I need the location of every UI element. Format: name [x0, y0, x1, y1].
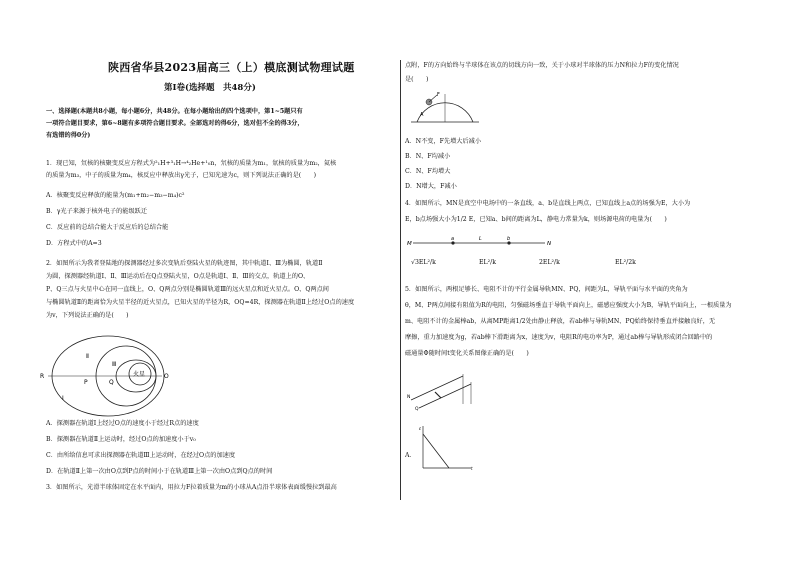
q3-line-1: 3．如图所示，光滑半球体固定在水平面内，用拉力F拉着质量为m的小球从A点沿半球体表面缓慢拉到最高 [46, 484, 337, 491]
q5-option-a: A． [405, 452, 416, 459]
q2-line-4: 与椭圆轨道Ⅱ的距离恰为火星半径的近火星点，已知火星的半径为R，OQ=4R，探测器在轨道Ⅱ上经过O点的速度 [46, 299, 355, 306]
q2-line-1: 2．如图所示为我者登陆地的探测器经过多次变轨后登陆火星的轨迹图，其中轨道Ⅰ、Ⅲ为椭圆，轨道Ⅱ [46, 260, 323, 267]
label-orbit-3: Ⅲ [112, 361, 117, 368]
label-n-rail: N [407, 395, 411, 400]
q5-graph-a [419, 424, 475, 470]
mn-line-diagram [407, 236, 557, 250]
q4-option-a [411, 258, 436, 267]
label-a-point: a [451, 236, 455, 242]
orbit-diagram [40, 328, 196, 418]
q3-cont-line-2: 是( ) [405, 76, 429, 83]
q2-option-d: D．在轨道Ⅱ上第一次由O点到P点的时间小于在轨道Ⅲ上第一次由O点到Q点的时间 [46, 468, 273, 475]
rail-1 [411, 376, 463, 400]
q2-option-b: B．探测器在轨道Ⅱ上运动时，经过O点的加速度小于v₀ [46, 436, 196, 443]
q1-option-d: D．方程式中的A=3 [46, 240, 102, 247]
hemisphere-diagram [411, 88, 481, 128]
q1-line-1: 1．现已知，氘核的核聚变反应方程式为²₁H+³₁H→⁴₂He+¹₀n，氘核的质量为m₁，氚核的质量为m₂，氦核 [46, 160, 337, 167]
graph-y-label: ε [419, 426, 422, 431]
label-q: Q [109, 379, 114, 386]
graph-line [423, 434, 449, 468]
q1-line-2: 的质量为m₃，中子的质量为m₄，核反应中释放出γ光子，已知光速为c，则下列说法正确的是( ) [46, 172, 316, 179]
page-title: 陕西省华县2023届高三（上）模底测试物理试题 [108, 61, 355, 74]
q5-line-5: 磁通量Φ随时间t变化关系图像正确的是( ) [405, 350, 529, 357]
q4-line-1: 4．如图所示，MN是真空中电场中的一条直线，a、b是直线上两点，已知直线上a点的场强为E，大小为 [405, 200, 691, 207]
section-title: 第Ⅰ卷(选择题 共48分) [164, 83, 256, 93]
label-p: P [84, 379, 88, 386]
q3-option-b: B．N、F均减小 [405, 153, 451, 160]
q3-option-d: D．N增大，F减小 [405, 183, 457, 190]
label-a: A [420, 112, 424, 118]
instructions-line-3: 有选错的得0分) [46, 132, 91, 139]
q2-line-2: 为圆，探测器经轨道Ⅰ、Ⅱ、Ⅲ运动后在Q点登陆火星，O点是轨道Ⅰ、Ⅱ、Ⅲ的交点，轨道上的O、 [46, 273, 310, 280]
q4-option-d-value: EL²/2k [615, 259, 636, 266]
q2-option-c: C．由所给信息可求出探测器在轨道Ⅲ上运动时，在经过O点的加速度 [46, 452, 236, 459]
q1-option-b: B．γ光子来源于核外电子的能级跃迁 [46, 208, 148, 215]
label-f: F [437, 92, 440, 98]
q2-option-a: A．探测器在轨道Ⅰ上经过O点的速度小于经过R点的速度 [46, 420, 199, 427]
label-orbit-1: Ⅰ [62, 395, 64, 402]
rod-ab [435, 392, 441, 398]
q4-option-c [539, 258, 560, 267]
q2-line-5: 为v，下列说法正确的是( ) [46, 312, 129, 319]
label-mars: 火星 [133, 371, 146, 378]
force-arrow [429, 95, 437, 102]
label-r: R [40, 373, 45, 380]
q3-option-c: C．N、F均增大 [405, 168, 451, 175]
q5-line-4: 摩擦，重力加速度为g，若ab棒下滑距离为x，速度为v，电阻R的电功率为P，通过ab棒与导轨形成闭合回路中的 [405, 334, 713, 341]
q5-line-2: θ，M、P两点间接有阻值为R的电阻，匀强磁场垂直于导轨平面向上，磁感应强度大小为B，导轨平面向上，一根质量为 [405, 302, 732, 309]
label-m: M [407, 241, 412, 247]
q5-line-3: m、电阻不计的金属棒ab，从离MP距离1/2处由静止释放，若ab棒与导轨MN、PQ始终保持垂直并接触良好，无 [405, 318, 716, 325]
q5-line-1: 5．如图所示，两根足够长、电阻不计的平行金属导轨MN、PQ，间距为L，导轨平面与水平面的夹角为 [405, 286, 688, 293]
q1-option-c: C．反应前的总结合能大于反应后的总结合能 [46, 224, 169, 231]
graph-x-label: t [471, 466, 473, 471]
label-b-point: b [507, 236, 511, 242]
q4-line-2: E，b点场强大小为1/2 E，已知a、b间的距离为L，静电力常量为k，则场源电荷的电量为( ) [405, 216, 667, 223]
label-n: N [547, 241, 552, 247]
q4-option-d [615, 258, 636, 267]
instructions-line-1: 一、选择题(本题共8小题，每小题6分，共48分。在每小题给出的四个选项中，第1~5题只有 [46, 108, 303, 115]
q4-option-c-value: 2EL²/k [539, 259, 560, 266]
label-o: O [164, 373, 169, 380]
column-divider [400, 60, 401, 500]
q2-line-3: P、Q三点与火星中心在同一直线上，O、Q两点分别是椭圆轨道Ⅲ的远火星点和近火星点。O、Q两点间 [46, 286, 329, 293]
instructions-line-2: 一项符合题目要求，第6~8题有多项符合题目要求。全部选对的得6分，选对但不全的得3分， [46, 120, 304, 127]
q4-option-a-value: √3EL²/k [411, 259, 436, 266]
label-l: L [479, 236, 482, 242]
rails-diagram [407, 372, 479, 412]
q1-option-a: A．核聚变反应释放的能量为(m₁+m₂−m₃−m₄)c² [46, 192, 185, 199]
q4-option-b [479, 258, 496, 267]
label-orbit-2: Ⅱ [86, 353, 89, 360]
label-q-rail: Q [415, 407, 419, 412]
q4-option-b-value: EL²/k [479, 259, 496, 266]
q3-cont-line-1: 点附，F的方向始终与半球体在该点的切线方向一致，关于小球对半球体的压力N和拉力F的变化情况 [405, 62, 679, 69]
q3-option-a: A．N不变，F先增大后减小 [405, 138, 482, 145]
